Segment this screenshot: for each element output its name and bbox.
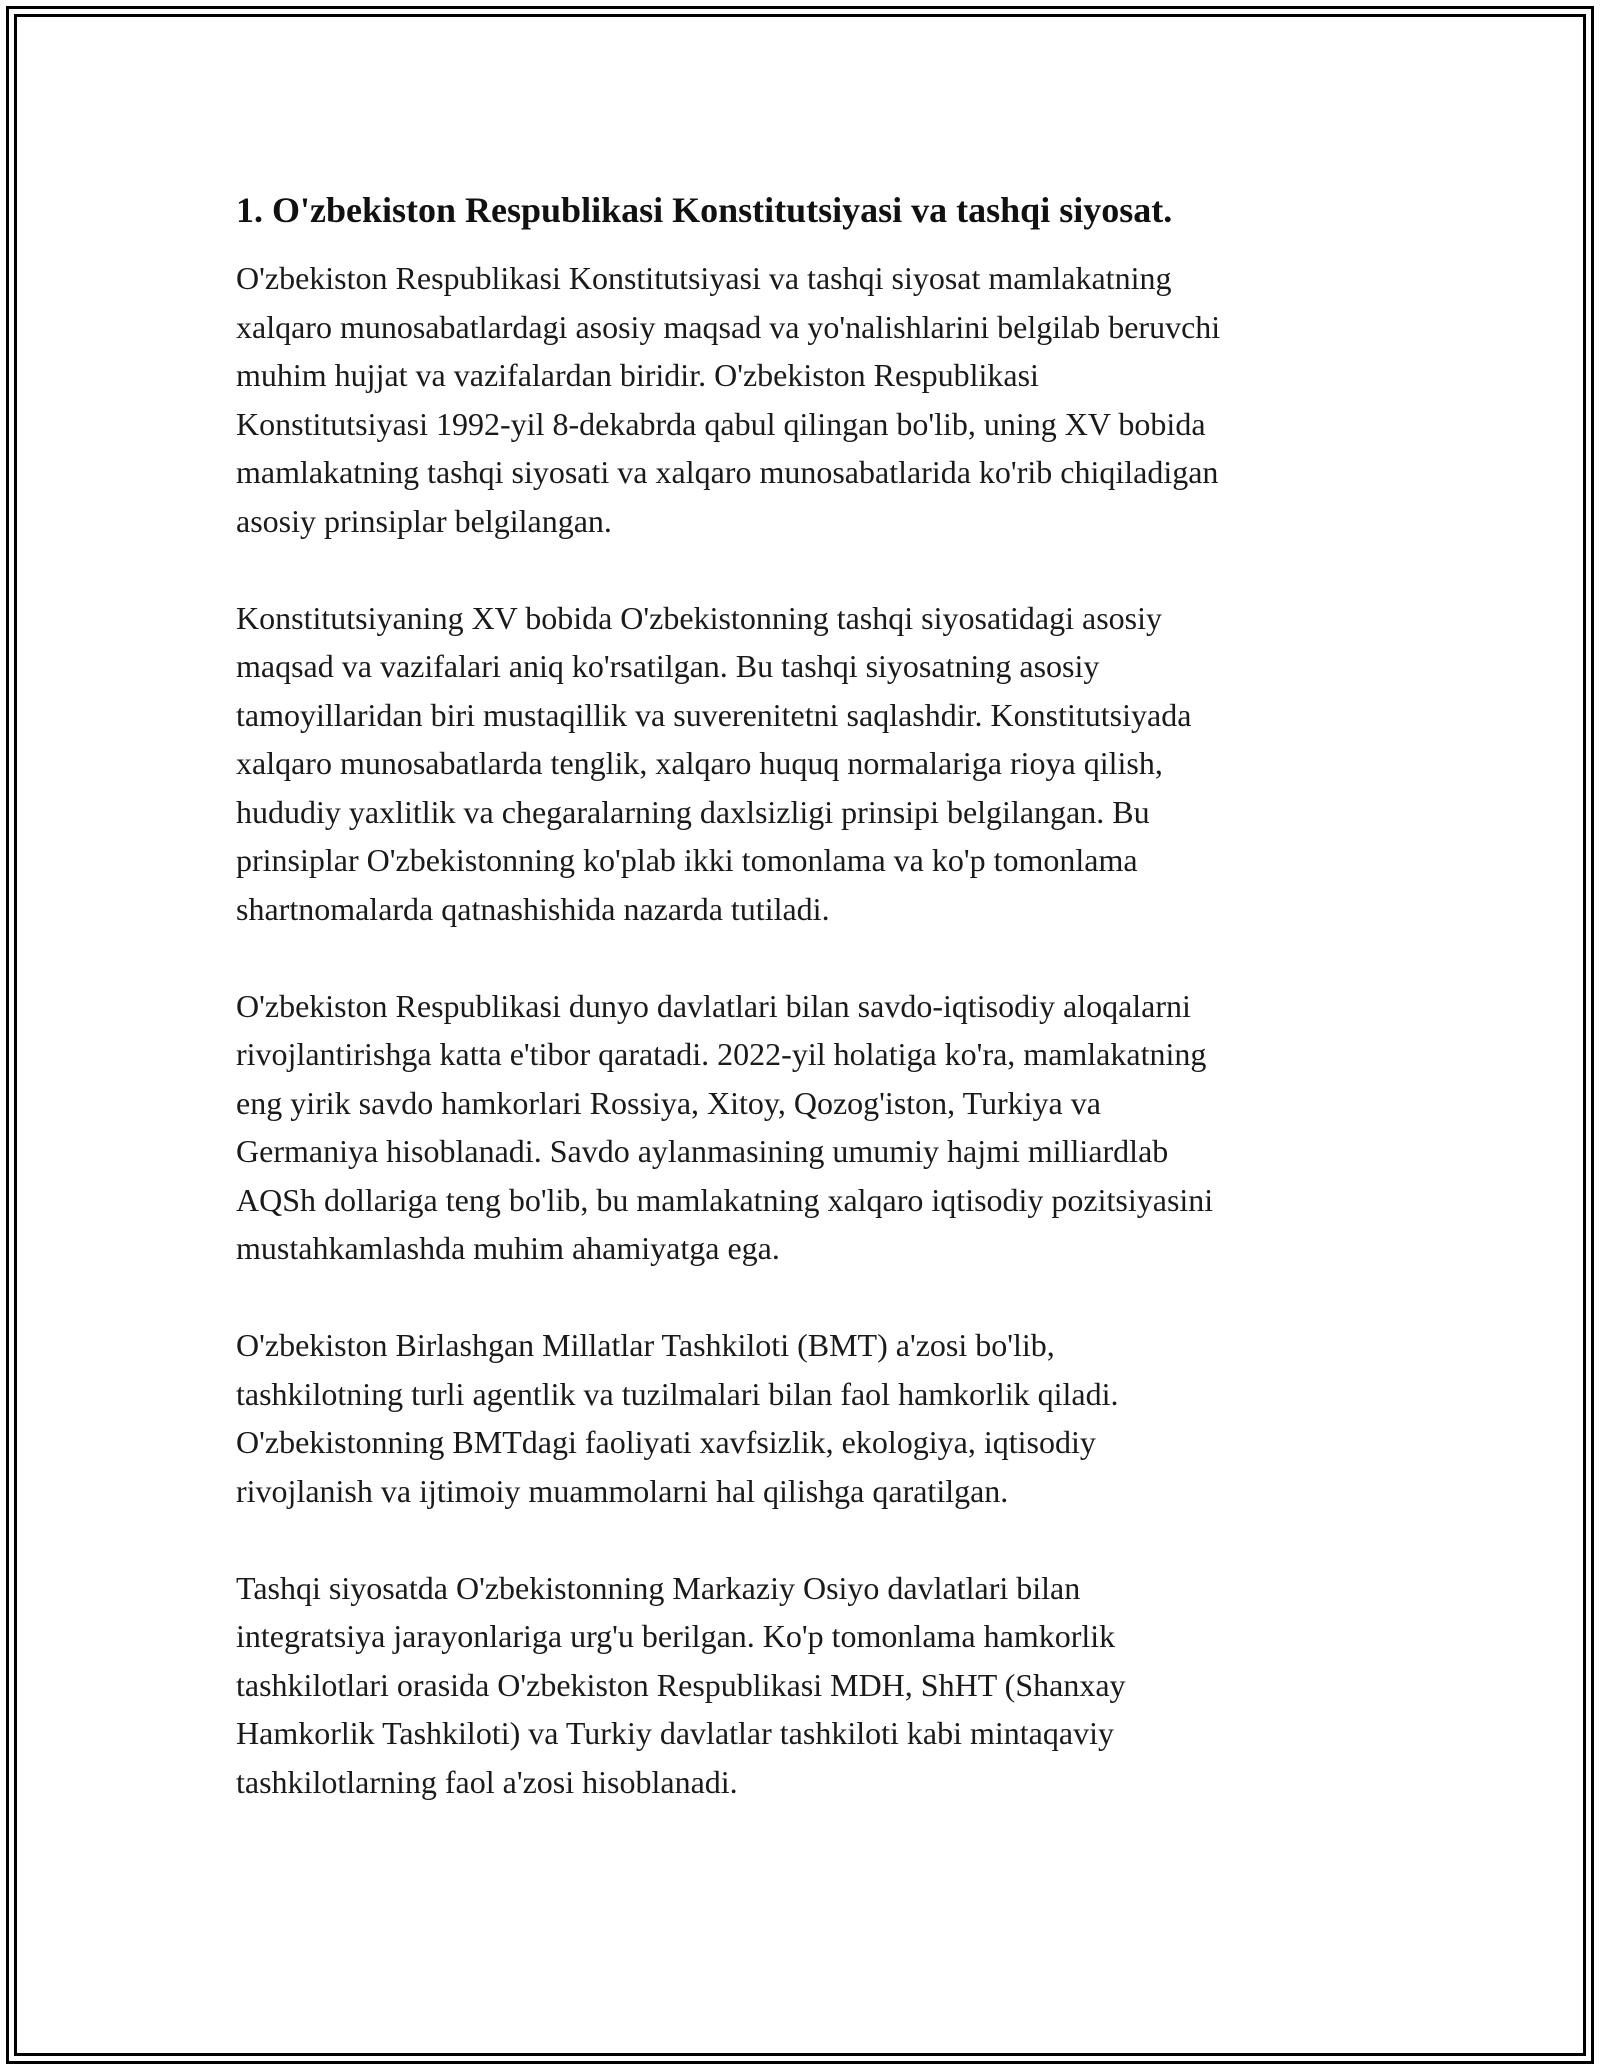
paragraph-line: shartnomalarda qatnashishida nazarda tutiladi. xyxy=(236,890,830,927)
paragraph-list xyxy=(236,254,1396,1806)
paragraph-line: muhim hujjat va vazifalardan biridir. O'zbekiston Respublikasi xyxy=(236,357,1039,393)
paragraph-line: tashkilotlarning faol a'zosi hisoblanadi. xyxy=(236,1763,738,1800)
paragraph-line: O'zbekiston Respublikasi dunyo davlatlari bilan savdo-iqtisodiy aloqalarni xyxy=(236,987,1191,1024)
document-body xyxy=(236,186,1396,1855)
paragraph-line: AQSh dollariga teng bo'lib, bu mamlakatning xalqaro iqtisodiy pozitsiyasini xyxy=(236,1181,1214,1218)
paragraph-line: mamlakatning tashqi siyosati va xalqaro munosabatlarida ko'rib chiqiladigan xyxy=(236,454,1219,490)
paragraph-line: Tashqi siyosatda O'zbekistonning Markaziy Osiyo davlatlari bilan xyxy=(236,1569,1081,1606)
paragraph-line: asosiy prinsiplar belgilangan. xyxy=(236,502,612,539)
paragraph-line: Hamkorlik Tashkiloti) va Turkiy davlatlar tashkiloti kabi mintaqaviy xyxy=(236,1715,1114,1751)
paragraph-line: maqsad va vazifalari aniq ko'rsatilgan. Bu tashqi siyosatning asosiy xyxy=(236,648,1100,684)
paragraph-5 xyxy=(236,1564,1396,1807)
paragraph-line: tashkilotning turli agentlik va tuzilmalari bilan faol hamkorlik qiladi. xyxy=(236,1375,1119,1412)
paragraph-line: integratsiya jarayonlariga urg'u berilgan. Ko'p tomonlama hamkorlik xyxy=(236,1618,1116,1654)
paragraph-line: xalqaro munosabatlarda tenglik, xalqaro huquq normalariga rioya qilish, xyxy=(236,745,1163,781)
paragraph-4 xyxy=(236,1321,1396,1515)
paragraph-line: Konstitutsiyasi 1992-yil 8-dekabrda qabul qilingan bo'lib, uning XV bobida xyxy=(236,405,1206,442)
paragraph-line: tashkilotlari orasida O'zbekiston Respublikasi MDH, ShHT (Shanxay xyxy=(236,1666,1126,1703)
paragraph-line: mustahkamlashda muhim ahamiyatga ega. xyxy=(236,1230,780,1266)
paragraph-line: hududiy yaxlitlik va chegaralarning daxlsizligi prinsipi belgilangan. Bu xyxy=(236,793,1150,830)
paragraph-line: O'zbekistonning BMTdagi faoliyati xavfsizlik, ekologiya, iqtisodiy xyxy=(236,1424,1096,1460)
paragraph-line: prinsiplar O'zbekistonning ko'plab ikki tomonlama va ko'p tomonlama xyxy=(236,842,1138,878)
paragraph-line: Germaniya hisoblanadi. Savdo aylanmasining umumiy hajmi milliardlab xyxy=(236,1133,1169,1169)
paragraph-line: xalqaro munosabatlardagi asosiy maqsad va yo'nalishlarini belgilab beruvchi xyxy=(236,308,1221,345)
paragraph-line: O'zbekiston Respublikasi Konstitutsiyasi va tashqi siyosat mamlakatning xyxy=(236,260,1172,296)
paragraph-2 xyxy=(236,594,1396,934)
paragraph-line: tamoyillaridan biri mustaqillik va suverenitetni saqlashdir. Konstitutsiyada xyxy=(236,696,1192,733)
paragraph-line: eng yirik savdo hamkorlari Rossiya, Xitoy, Qozog'iston, Turkiya va xyxy=(236,1084,1101,1121)
document-title: 1. O'zbekiston Respublikasi Konstitutsiyasi va tashqi siyosat. xyxy=(236,190,1173,230)
paragraph-3 xyxy=(236,982,1396,1273)
paragraph-line: Konstitutsiyaning XV bobida O'zbekistonning tashqi siyosatidagi asosiy xyxy=(236,599,1163,636)
paragraph-line: O'zbekiston Birlashgan Millatlar Tashkiloti (BMT) a'zosi bo'lib, xyxy=(236,1327,1055,1363)
paragraph-1 xyxy=(236,254,1396,545)
paragraph-line: rivojlantirishga katta e'tibor qaratadi. 2022-yil holatiga ko'ra, mamlakatning xyxy=(236,1036,1207,1072)
paragraph-line: rivojlanish va ijtimoiy muammolarni hal qilishga qaratilgan. xyxy=(236,1472,1009,1509)
